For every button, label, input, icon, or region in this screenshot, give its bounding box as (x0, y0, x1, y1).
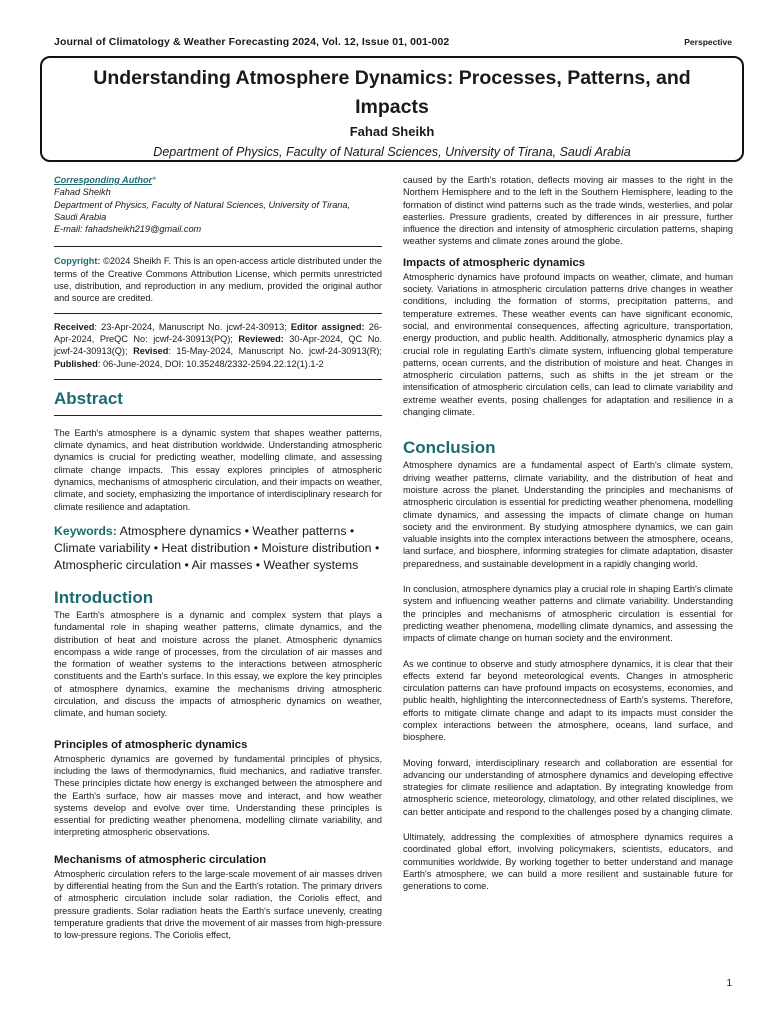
copyright-label: Copyright: (54, 256, 101, 267)
keywords-label: Keywords: (54, 523, 117, 538)
journal-citation: Journal of Climatology & Weather Forecasting 2024, Vol. 12, Issue 01, 001-002 (54, 36, 450, 48)
conclusion-paragraph: In conclusion, atmosphere dynamics play a crucial role in shaping Earth's climate system and influencing weather patterns and climate variability. Understanding the principles and mechanisms of atmospheric circulation is essential for predicting weather phenomena, modelling climate dynamics, and assessing the impacts of climate change on human society and the environment. (403, 584, 733, 644)
author-affiliation: Department of Physics, Faculty of Natural Sciences, University of Tirana, Saudi Arabia (153, 145, 631, 159)
conclusion-paragraph: Atmosphere dynamics are a fundamental aspect of Earth's climate system, driving weather patterns, climate variability, and the distribution of heat and moisture across the planet. Understanding the principles and mechanisms of atmospheric circulation is essential for predicting weather phenomena, modelling climate dynamics, and assessing the impacts of climate change on human society and the environment. By studying atmosphere dynamics, we can gain valuable insights into the complex interactions between the atmosphere, oceans, land surface, and biosphere, informing strategies for climate adaptation, disaster preparedness, and sustainable development in a rapidly changing world. (403, 460, 733, 569)
impacts-text: Atmospheric dynamics have profound impacts on weather, climate, and human society. Variations in atmospheric circulation patterns drive changes in weather conditions, including the formation of storms, precipitation patterns, and temperature extremes. These weather events can have significant economic, social, and environmental consequences, affecting agriculture, transportation, energy production, and public health. Additionally, atmospheric dynamics play a crucial role in regulating Earth's climate system, influencing global temperature patterns, ocean currents, and the distribution of moisture and heat. Changes in atmospheric circulation patterns, such as shifts in the jet stream or the intensification of atmospheric circulation cells, can lead to climate variability and extreme weather events, posing challenges for adaptation and resilience in a changing climate. (403, 271, 733, 418)
article-title: Understanding Atmosphere Dynamics: Processes, Patterns, and Impacts (93, 67, 691, 118)
article-history (54, 321, 382, 370)
revised-text: : 15-May-2024, Manuscript No. jcwf-24-30913(R); (168, 346, 382, 357)
editor-assigned-label: Editor assigned: (290, 321, 365, 332)
published-text: : 06-June-2024, DOI: 10.35248/2332-2594.22.12(1).1-2 (97, 358, 324, 369)
received-label: Received (54, 321, 95, 332)
principles-heading: Principles of atmospheric dynamics (54, 738, 248, 751)
page-number: 1 (726, 978, 732, 989)
mechanisms-heading: Mechanisms of atmospheric circulation (54, 853, 267, 866)
mechanisms-text-continued: caused by the Earth's rotation, deflects moving air masses to the right in the Northern Hemisphere and to the left in the Southern Hemisphere, leading to the formation of distinct wind patterns such as the trade winds, westerlies, and polar easterlies. Pressure gradients, created by differences in air pressure, further influence the direction and intensity of atmospheric circulation patterns, shaping weather systems and climate zones around the globe. (403, 175, 733, 247)
corresponding-author-name: Fahad Sheikh (54, 187, 111, 198)
published-label: Published (54, 358, 98, 369)
mechanisms-text: Atmospheric circulation refers to the large-scale movement of air masses driven by differential heating from the Sun and the Earth's rotation. The primary drivers of atmospheric circulation include solar radiation, the Coriolis effect, and pressure gradients. Solar radiation heats the Earth's surface unevenly, creating temperature gradients that drive the movement of air masses from high-pressure to low-pressure regions. The Coriolis effect, (54, 868, 382, 941)
revised-label: Revised (133, 346, 169, 357)
impacts-heading: Impacts of atmospheric dynamics (403, 256, 586, 269)
divider (54, 415, 382, 416)
abstract-heading: Abstract (54, 388, 123, 408)
corresponding-author-dept: Department of Physics, Faculty of Natural Sciences, University of Tirana, (54, 199, 351, 210)
corresponding-author-star: * (152, 175, 156, 185)
copyright-notice (54, 255, 382, 304)
conclusion-paragraph: Ultimately, addressing the complexities of atmosphere dynamics requires a coordinated global effort, involving policymakers, scientists, educators, and communities worldwide. By working together to better understand and manage Earth's atmosphere, we can build a more resilient and sustainable future for generations to come. (403, 832, 733, 892)
keywords-text: Atmosphere dynamics • Weather patterns • Climate variability • Heat distribution • Moisture distribution • Atmospheric circulation • Air masses • Weather systems (54, 523, 380, 572)
divider (54, 379, 382, 380)
right-column (403, 174, 733, 893)
editor-assigned-text: 26-Apr-2024, PreQC No: jcwf-24-30913(PQ); (54, 321, 382, 344)
corresponding-author-country: Saudi Arabia (54, 211, 107, 222)
author-name: Fahad Sheikh (349, 124, 435, 139)
corresponding-author-block (54, 174, 382, 235)
corresponding-author-label: Corresponding Author (54, 175, 153, 185)
copyright-text: ©2024 Sheikh F. This is an open-access article distributed under the terms of the Creative Commons Attribution License, which permits unrestricted use, distribution, and reproduction in any medium, provided the original author and source are credited. (54, 256, 382, 304)
corresponding-author-email[interactable]: E-mail: fahadsheikh219@gmail.com (54, 224, 202, 235)
title-box (40, 56, 744, 162)
divider (54, 313, 382, 314)
principles-text: Atmospheric dynamics are governed by fundamental principles of physics, including the laws of thermodynamics, fluid mechanics, and radiative transfer. These principles dictate how energy is exchanged between the atmosphere and the Earth's surface, how air masses move and interact, and how weather systems develop and evolve over time. Understanding these principles is essential for predicting weather phenomena, modelling climate variability, and interpreting atmospheric observations. (54, 753, 382, 838)
conclusion-heading: Conclusion (403, 438, 496, 458)
conclusion-paragraph: As we continue to observe and study atmosphere dynamics, it is clear that their effects extend far beyond meteorological events. Changes in atmospheric circulation patterns can have profound impacts on ecosystems, economies, and public health, highlighting the interconnectedness of Earth's systems. Therefore, efforts to mitigate climate change and adapt to its impacts must consider the complex interactions between the atmosphere, oceans, land surface, and biosphere. (403, 658, 733, 743)
article-type: Perspective (684, 37, 732, 47)
keywords (54, 523, 382, 574)
reviewed-text: 30-Apr-2024, QC No. jcwf-24-30913(Q); (54, 333, 382, 357)
left-column (54, 174, 382, 941)
running-header (54, 36, 732, 48)
introduction-heading: Introduction (54, 587, 154, 607)
conclusion-paragraph: Moving forward, interdisciplinary research and collaboration are essential for advancing our understanding of atmosphere dynamics and developing effective strategies for climate resilience and adaptation. By integrating knowledge from atmospheric science, meteorology, climatology, and other related disciplines, we can better anticipate and respond to the challenges posed by a changing climate. (403, 757, 733, 817)
introduction-text: The Earth's atmosphere is a dynamic and complex system that plays a fundamental role in shaping weather patterns, climate dynamics, and the distribution of heat and moisture across the planet. Atmospheric dynamics encompass a wide range of processes, from the circulation of air masses and the formation of weather systems to the interactions between atmospheric constituents and the Earth's surface. In this essay, we explore the key principles of atmosphere dynamics, examine the mechanisms driving atmospheric circulation, and discuss the impacts of atmospheric dynamics on weather, climate, and human society. (54, 609, 382, 719)
divider (54, 246, 382, 247)
reviewed-label: Reviewed: (238, 333, 284, 344)
received-text: : 23-Apr-2024, Manuscript No. jcwf-24-30913; (94, 321, 291, 332)
abstract-text: The Earth's atmosphere is a dynamic system that shapes weather patterns, climate dynamics, and heat distribution worldwide. Understanding atmospheric dynamics is crucial for predicting weather, modelling climate, and assessing climate change impacts. This essay explores principles of atmospheric dynamics, mechanisms of atmospheric circulation, and their impacts on weather, climate, and society, emphasizing the importance of interdisciplinary research for climate resilience and adaptation. (54, 427, 382, 512)
